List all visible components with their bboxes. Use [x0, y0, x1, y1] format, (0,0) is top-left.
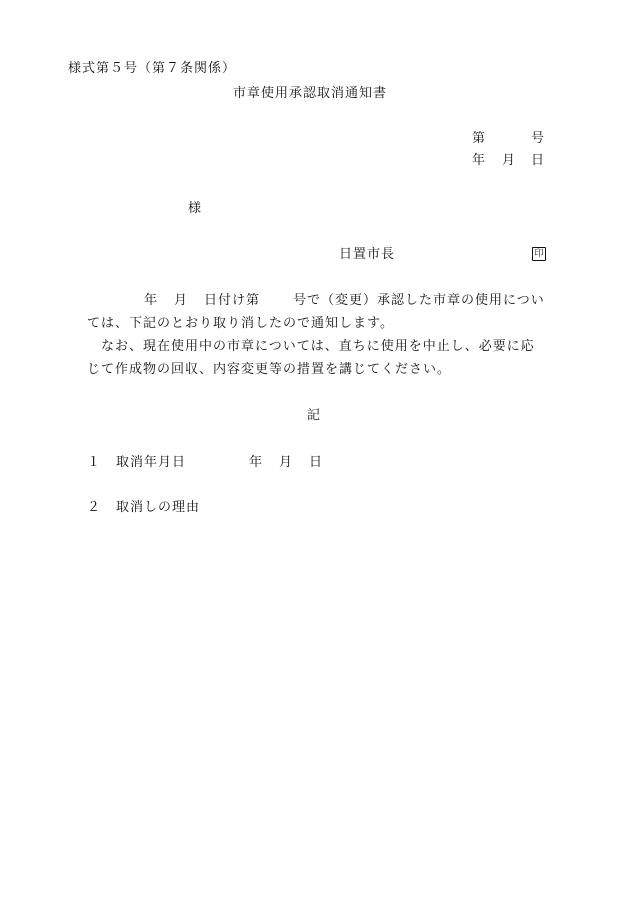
item-1-label: 取消年月日 [116, 455, 187, 470]
doc-number-suffix: 号 [531, 131, 546, 146]
item-1-month: 月 [279, 455, 294, 470]
seal-mark: 印 [532, 247, 546, 261]
body-line-1-month: 月 [174, 293, 189, 308]
date-day-label: 日 [531, 153, 546, 168]
item-2-label: 取消しの理由 [116, 500, 201, 515]
item-1-number: １ [87, 455, 102, 470]
addressee-suffix: 様 [188, 201, 203, 216]
item-1-day: 日 [309, 455, 324, 470]
body-line-1-year: 年 [144, 293, 159, 308]
ki-heading: 記 [307, 408, 322, 423]
sender-name: 日置市長 [339, 247, 396, 262]
body-line-3: なお、現在使用中の市章については、直ちに使用を中止し、必要に応 [101, 339, 535, 354]
form-label: 様式第５号（第７条関係） [68, 61, 237, 76]
date-month-label: 月 [502, 153, 517, 168]
item-1-year: 年 [249, 455, 264, 470]
body-line-1-rest: 号で（変更）承認した市章の使用につい [293, 293, 545, 308]
doc-number-prefix: 第 [472, 131, 487, 146]
body-line-1-mid: 日付け第 [204, 293, 261, 308]
item-2-number: ２ [87, 500, 102, 515]
body-line-4: じて作成物の回収、内容変更等の措置を講じてください。 [87, 362, 452, 377]
date-year-label: 年 [472, 153, 487, 168]
document-title: 市章使用承認取消通知書 [233, 86, 388, 101]
body-line-2: ては、下記のとおり取り消したので通知します。 [87, 316, 394, 331]
